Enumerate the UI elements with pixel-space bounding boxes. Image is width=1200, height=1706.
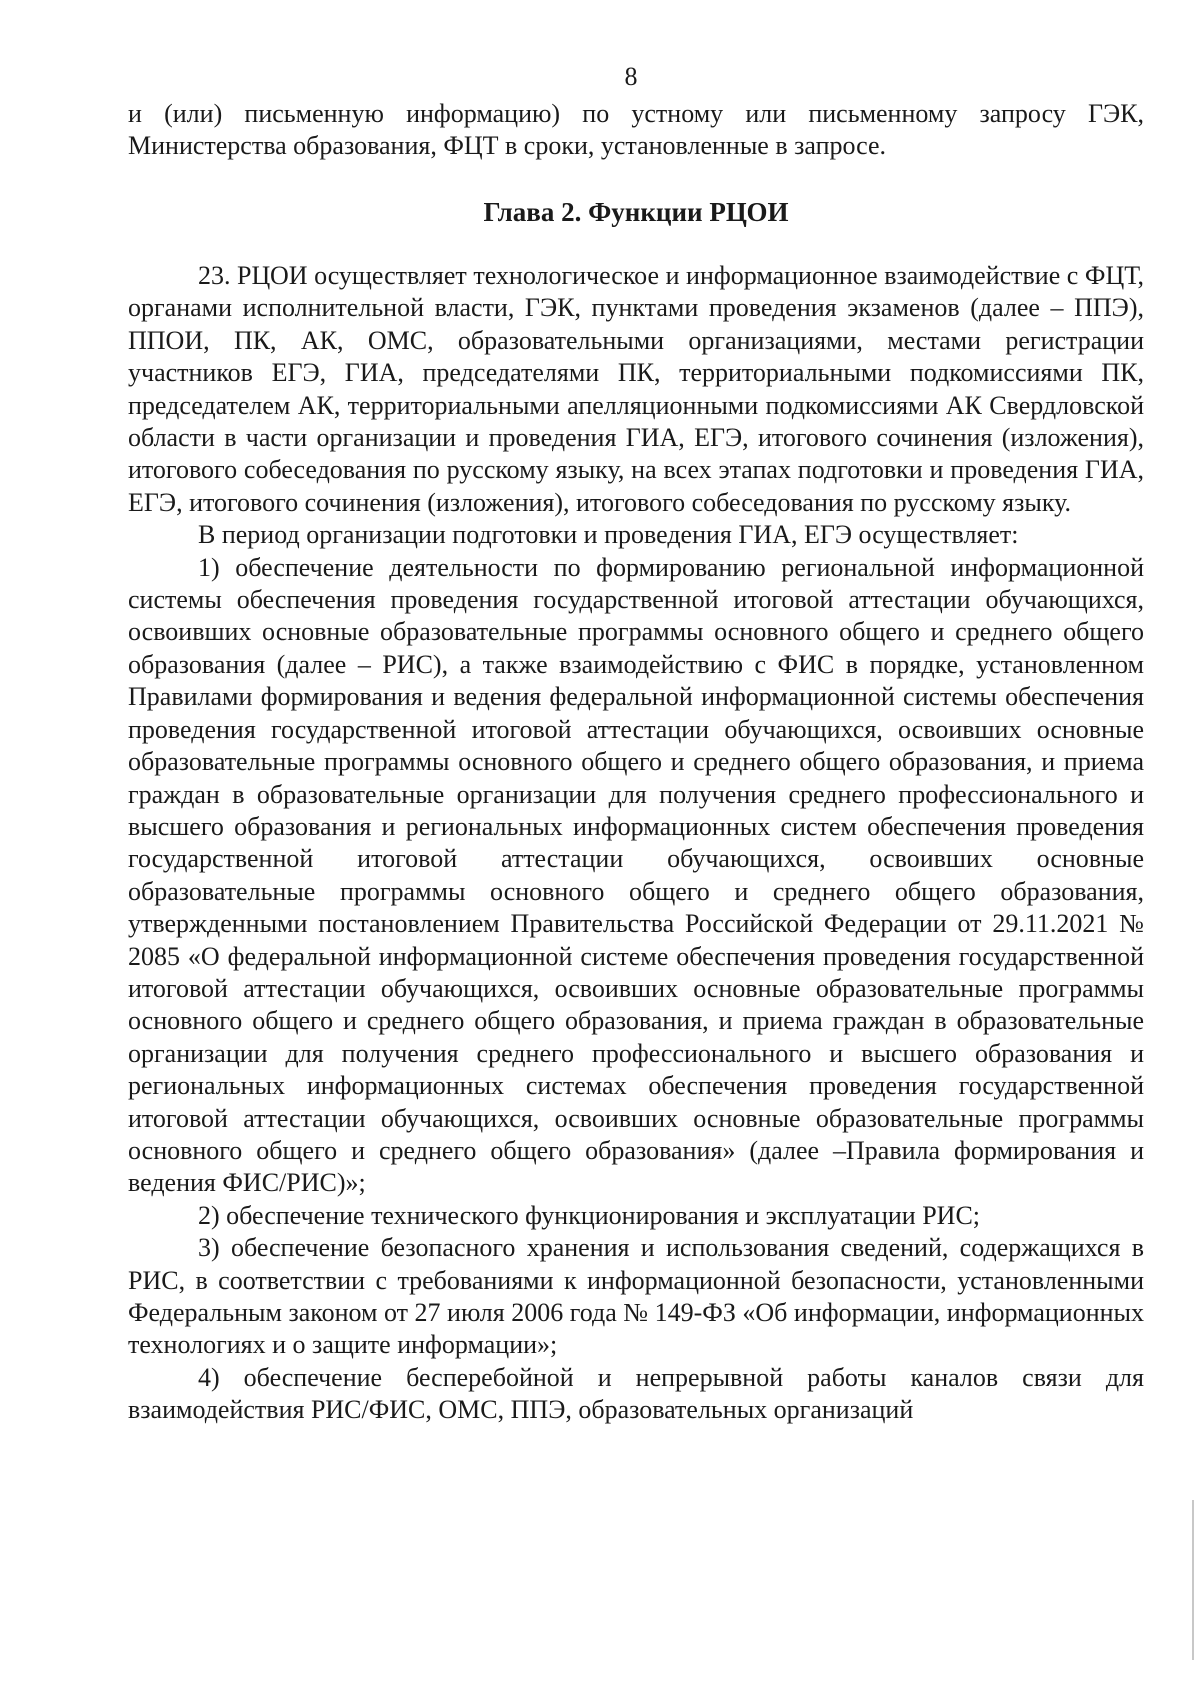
intro-block (128, 98, 1144, 163)
chapter-heading: Глава 2. Функции РЦОИ (483, 197, 789, 227)
list-item-2: 2) обеспечение технического функционирования и эксплуатации РИС; (198, 1200, 981, 1230)
scan-edge-mark (1192, 1500, 1194, 1660)
intro-paragraph: и (или) письменную информацию) по устному или письменному запросу ГЭК, Министерства образования, ФЦТ в сроки, установленные в запросе. (128, 99, 1144, 161)
body-text (128, 260, 1144, 1427)
paragraph-period-intro: В период организации подготовки и проведения ГИА, ЕГЭ осуществляет: (198, 520, 1019, 550)
paragraph-23: 23. РЦОИ осуществляет технологическое и информационное взаимодействие с ФЦТ, органами исполнительной власти, ГЭК, пунктами проведения экзаменов (далее – ППЭ), ППОИ, ПК, АК, ОМС, образовательными организациями, местами регистрации участников ЕГЭ, ГИА, председателями ПК, территориальными подкомиссиями ПК, председателем АК, территориальными апелляционными подкомиссиями АК Свердловской области в части организации и проведения ГИА, ЕГЭ, итогового сочинения (изложения), итогового собеседования по русскому языку, на всех этапах подготовки и проведения ГИА, ЕГЭ, итогового сочинения (изложения), итогового собеседования по русскому языку. (128, 261, 1144, 517)
list-item-1: 1) обеспечение деятельности по формированию региональной информационной системы обеспечения проведения государственной итоговой аттестации обучающихся, освоивших основные образовательные программы основного общего и среднего общего образования (далее – РИС), а также взаимодействию с ФИС в порядке, установленном Правилами формирования и ведения федеральной информационной системы обеспечения проведения государственной итоговой аттестации обучающихся, освоивших основные образовательные программы основного общего и среднего общего образования, и приема граждан в образовательные организации для получения среднего профессионального и высшего образования и региональных информационных систем обеспечения проведения государственной итоговой аттестации обучающихся, освоивших основные образовательные программы основного общего и среднего общего образования, утвержденными постановлением Правительства Российской Федерации от 29.11.2021 № 2085 «О федеральной информационной системе обеспечения проведения государственной итоговой аттестации обучающихся, освоивших основные образовательные программы основного общего и среднего общего образования, и приема граждан в образовательные организации для получения среднего профессионального и высшего образования и региональных информационных системах обеспечения проведения государственной итоговой аттестации обучающихся, освоивших основные образовательные программы основного общего и среднего общего образования» (далее –Правила формирования и ведения ФИС/РИС)»; (128, 552, 1144, 1198)
page-number: 8 (624, 62, 638, 91)
list-item-4: 4) обеспечение бесперебойной и непрерывной работы каналов связи для взаимодействия РИС/ФИС, ОМС, ППЭ, образовательных организаций (128, 1362, 1144, 1425)
list-item-3: 3) обеспечение безопасного хранения и использования сведений, содержащихся в РИС, в соответствии с требованиями к информационной безопасности, установленными Федеральным законом от 27 июля 2006 года № 149-ФЗ «Об информации, информационных технологиях и о защите информации»; (128, 1233, 1144, 1360)
